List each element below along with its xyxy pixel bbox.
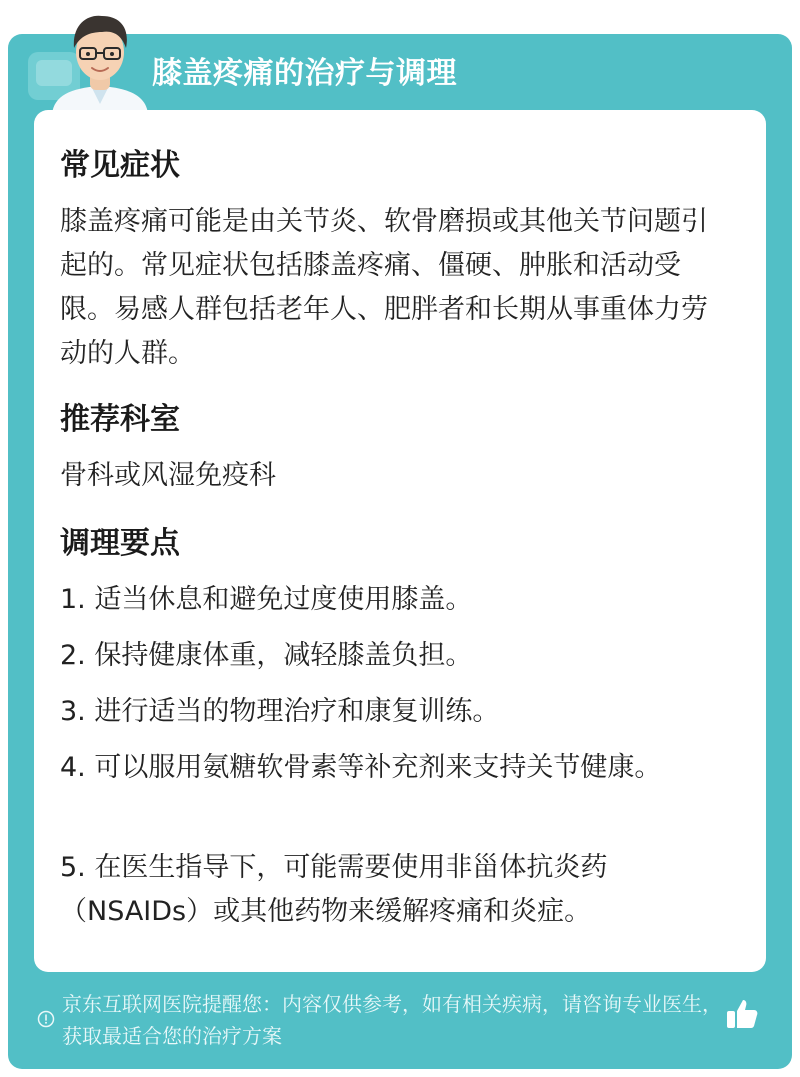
symptoms-heading: 常见症状 (60, 148, 180, 183)
thumbs-up-icon[interactable] (724, 996, 760, 1032)
care-item: 3. 进行适当的物理治疗和康复训练。 (60, 696, 500, 727)
care-item: 4. 可以服用氨糖软骨素等补充剂来支持关节健康。 (60, 752, 662, 783)
care-item: 5. 在医生指导下，可能需要使用非甾体抗炎药（NSAIDs）或其他药物来缓解疼痛和炎症。 (60, 852, 608, 927)
care-item: 1. 适当休息和避免过度使用膝盖。 (60, 584, 473, 615)
symptoms-text: 膝盖疼痛可能是由关节炎、软骨磨损或其他关节问题引起的。常见症状包括膝盖疼痛、僵硬、肿胀和活动受限。易感人群包括老年人、肥胖者和长期从事重体力劳动的人群。 (60, 206, 708, 369)
department-text: 骨科或风湿免疫科 (60, 460, 276, 491)
info-icon (37, 1010, 55, 1028)
department-heading: 推荐科室 (60, 402, 180, 437)
care-item: 2. 保持健康体重，减轻膝盖负担。 (60, 640, 473, 671)
doctor-avatar (44, 4, 156, 114)
care-heading: 调理要点 (60, 526, 180, 561)
disclaimer-text: 京东互联网医院提醒您：内容仅供参考，如有相关疾病，请咨询专业医生，获取最适合您的治疗方案 (62, 992, 722, 1048)
page-title: 膝盖疼痛的治疗与调理 (152, 56, 457, 91)
